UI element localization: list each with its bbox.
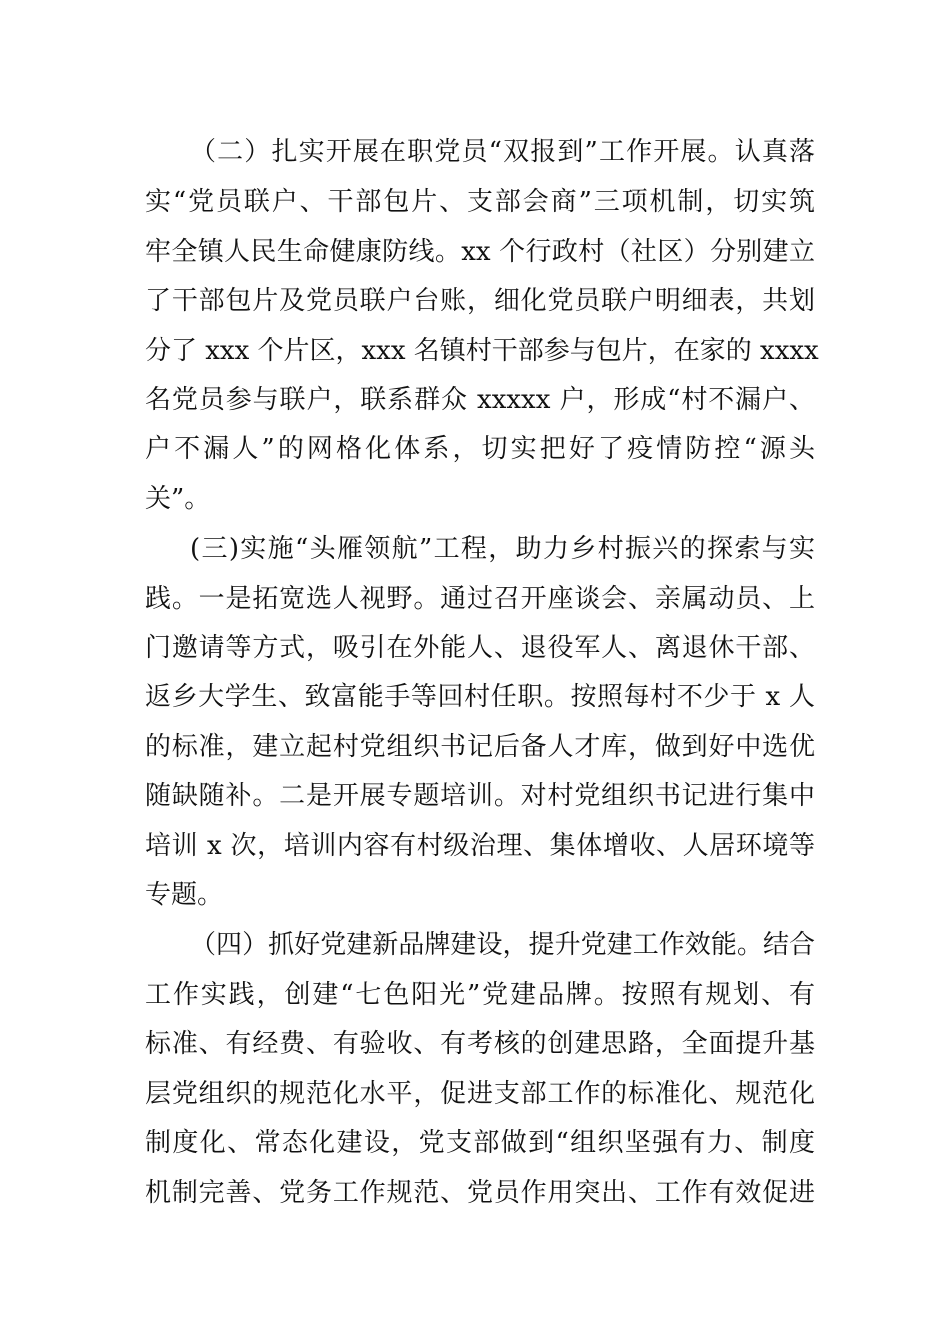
paragraph-4-line-6: 机制完善、党务工作规范、党员作用突出、工作有效促进 (145, 1178, 815, 1208)
paragraph-2-line-4: 了干部包片及党员联户台账，细化党员联户明细表，共划 (145, 286, 815, 316)
paragraph-4-line-4: 层党组织的规范化水平，促进支部工作的标准化、规范化 (145, 1079, 815, 1109)
paragraph-3-line-2: 践。一是拓宽选人视野。通过召开座谈会、亲属动员、上 (145, 584, 815, 614)
paragraph-3-line-4: 返乡大学生、致富能手等回村任职。按照每村不少于 x 人 (145, 682, 815, 712)
paragraph-2-line-8: 关”。 (145, 484, 211, 514)
paragraph-3-line-7: 培训 x 次，培训内容有村级治理、集体增收、人居环境等 (145, 831, 815, 861)
paragraph-2-line-3: 牢全镇人民生命健康防线。xx 个行政村（社区）分别建立 (145, 237, 815, 267)
paragraph-3-line-8: 专题。 (145, 880, 224, 910)
paragraph-4-line-1: （四）抓好党建新品牌建设，提升党建工作效能。结合 (190, 930, 815, 960)
paragraph-2-line-1: （二）扎实开展在职党员“双报到”工作开展。认真落 (190, 137, 815, 167)
paragraph-4-line-2: 工作实践，创建“七色阳光”党建品牌。按照有规划、有 (145, 980, 815, 1010)
paragraph-3-line-3: 门邀请等方式，吸引在外能人、退役军人、离退休干部、 (145, 633, 815, 663)
paragraph-2-line-6: 名党员参与联户，联系群众 xxxxx 户，形成“村不漏户、 (145, 385, 815, 415)
paragraph-2-line-5: 分了 xxx 个片区，xxx 名镇村干部参与包片，在家的 xxxx (145, 336, 819, 366)
paragraph-3-line-6: 随缺随补。二是开展专题培训。对村党组织书记进行集中 (145, 781, 815, 811)
paragraph-2-line-2: 实“党员联户、干部包片、支部会商”三项机制，切实筑 (145, 187, 815, 217)
paragraph-2-line-7: 户不漏人”的网格化体系，切实把好了疫情防控“源头 (145, 434, 815, 464)
paragraph-3-line-1: (三)实施“头雁领航”工程，助力乡村振兴的探索与实 (190, 534, 815, 564)
paragraph-3-line-5: 的标准，建立起村党组织书记后备人才库，做到好中选优 (145, 732, 815, 762)
paragraph-4-line-5: 制度化、常态化建设，党支部做到“组织坚强有力、制度 (145, 1128, 815, 1158)
paragraph-4-line-3: 标准、有经费、有验收、有考核的创建思路，全面提升基 (145, 1029, 815, 1059)
